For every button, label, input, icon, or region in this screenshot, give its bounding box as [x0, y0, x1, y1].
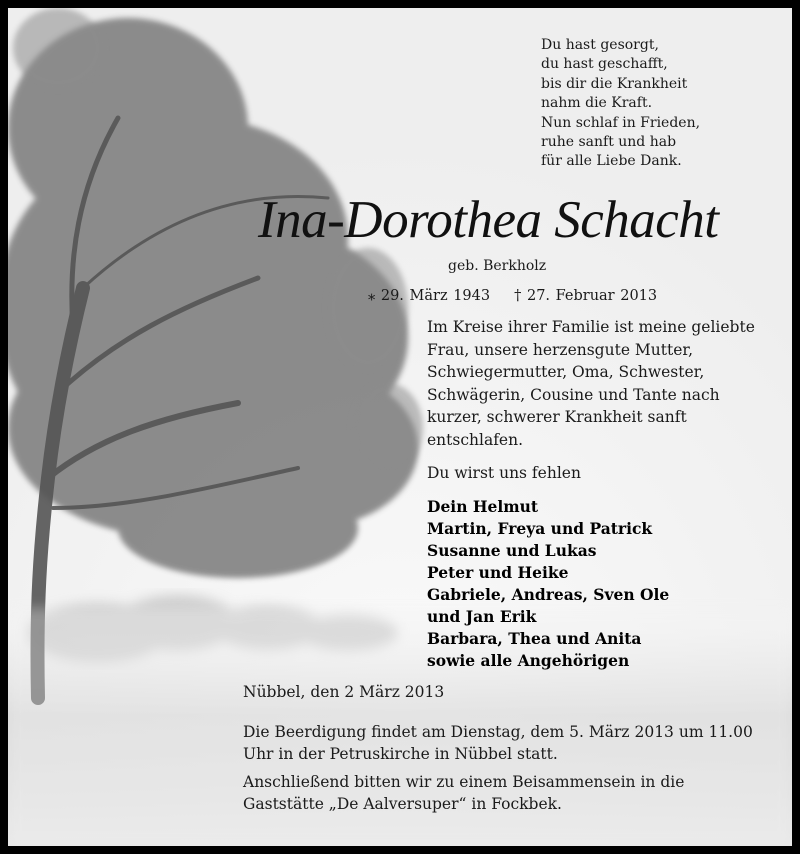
mourner-line: Gabriele, Andreas, Sven Ole — [427, 585, 670, 604]
announcement-text: Im Kreise ihrer Familie ist meine geliebte Frau, unsere herzensgute Mutter, Schwiegermutter, Oma, Schwester, Schwägerin, Cousine und Tante nach kurzer, schwerer Krankheit sanft entschlafen. — [427, 318, 755, 449]
poem-line: du hast geschafft, — [541, 56, 668, 73]
mourners-list — [427, 496, 669, 672]
gathering-info: Anschließend bitten wir zu einem Beisammensein in die Gaststätte „De Aalversuper“ in Fockbek. — [243, 773, 685, 813]
poem-line: bis dir die Krankheit — [541, 75, 688, 92]
place-and-date: Nübbel, den 2 März 2013 — [243, 683, 445, 701]
maiden-name: geb. Berkholz — [448, 258, 547, 274]
mourner-line: Martin, Freya und Patrick — [427, 519, 653, 538]
mourner-line: sowie alle Angehörigen — [427, 651, 630, 670]
poem-line: ruhe sanft und hab — [541, 134, 677, 151]
mourner-line: Peter und Heike — [427, 563, 569, 582]
poem-line: Nun schlaf in Frieden, — [541, 114, 701, 131]
poem-line: für alle Liebe Dank. — [541, 153, 682, 170]
death-date: † 27. Februar 2013 — [514, 288, 658, 304]
deceased-name: Ina-Dorothea Schacht — [258, 191, 719, 249]
mourner-line: und Jan Erik — [427, 607, 537, 626]
funeral-info: Die Beerdigung findet am Dienstag, dem 5. März 2013 um 11.00 Uhr in der Petruskirche in Nübbel statt. — [243, 723, 753, 763]
poem-line: nahm die Kraft. — [541, 95, 653, 112]
miss-you-line: Du wirst uns fehlen — [427, 464, 581, 482]
life-dates — [368, 288, 681, 304]
poem — [541, 36, 700, 172]
mourner-line: Susanne und Lukas — [427, 541, 597, 560]
mourner-line: Barbara, Thea und Anita — [427, 629, 642, 648]
birth-date: ⁎ 29. März 1943 — [368, 288, 491, 304]
mourner-line: Dein Helmut — [427, 497, 539, 516]
obituary-card — [8, 8, 792, 846]
poem-line: Du hast gesorgt, — [541, 37, 659, 53]
